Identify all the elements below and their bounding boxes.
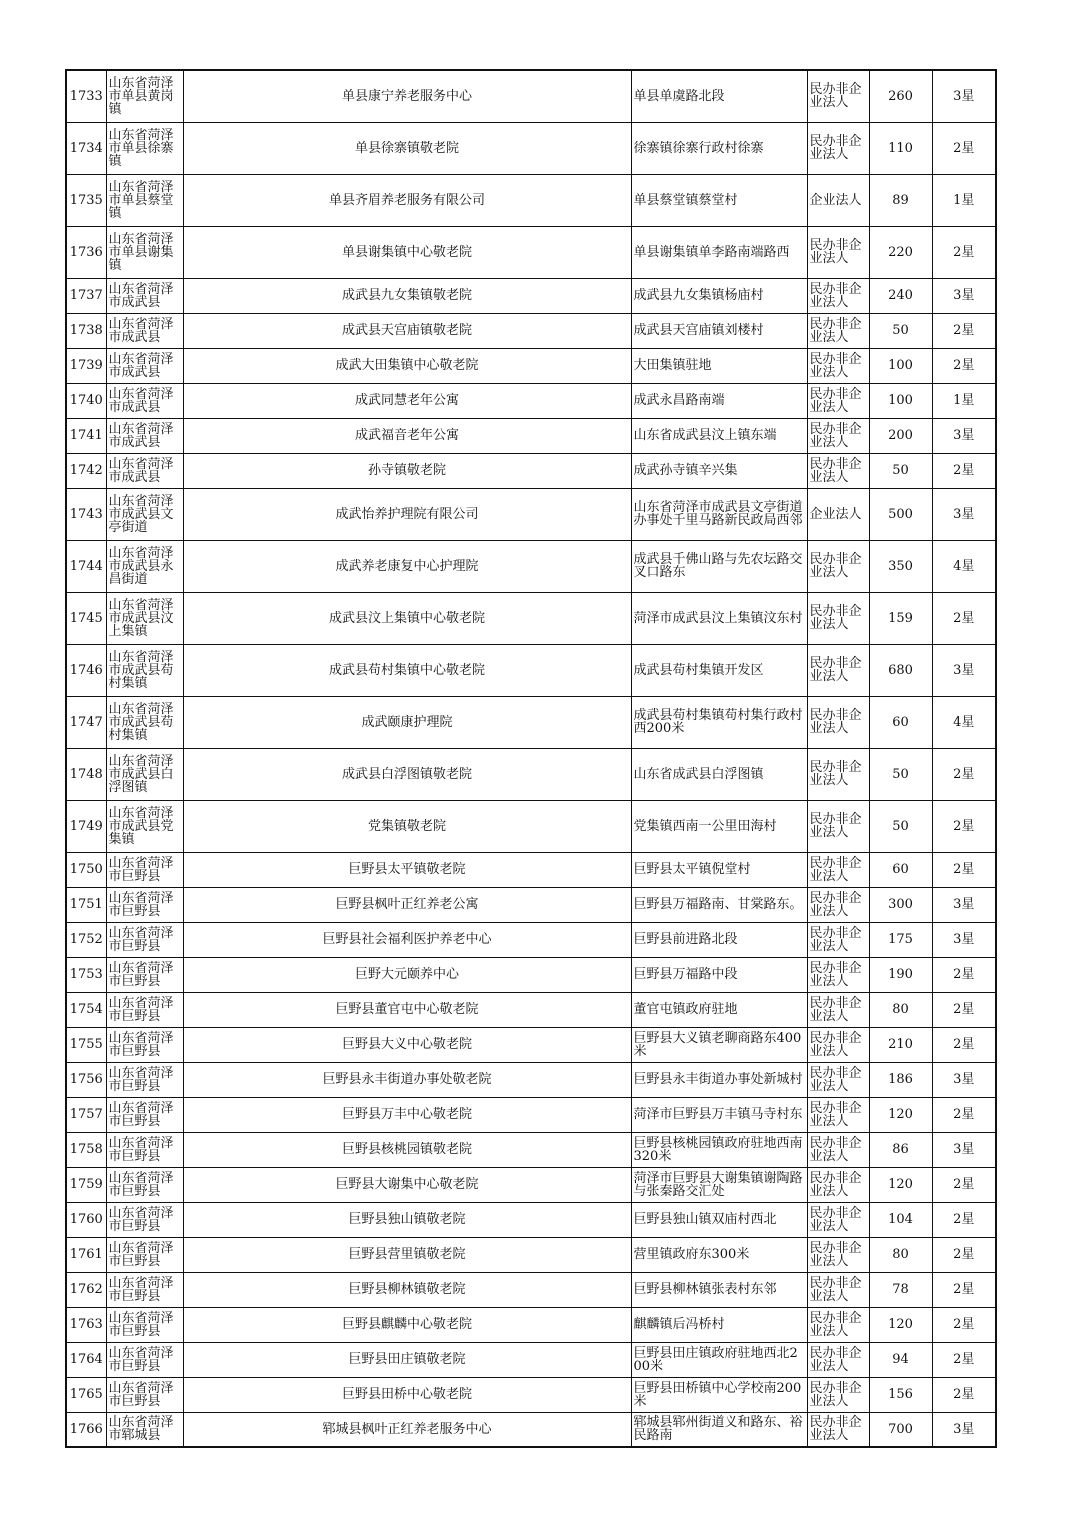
star-rating-cell: 3星 <box>932 418 996 453</box>
table-row <box>66 1062 996 1097</box>
row-number: 1743 <box>66 488 106 540</box>
region-cell: 山东省菏泽市郓城县 <box>106 1412 183 1447</box>
star-rating-cell: 2星 <box>932 122 996 174</box>
institution-name-cell: 成武县汶上集镇中心敬老院 <box>183 592 631 644</box>
star-rating-cell: 2星 <box>932 1272 996 1307</box>
table-row <box>66 1167 996 1202</box>
bed-count-cell: 60 <box>869 696 932 748</box>
institution-name-cell: 单县徐寨镇敬老院 <box>183 122 631 174</box>
legal-type-cell: 民办非企业法人 <box>807 1027 869 1062</box>
region-cell: 山东省菏泽市巨野县 <box>106 1167 183 1202</box>
star-rating-cell: 2星 <box>932 1342 996 1377</box>
row-number: 1756 <box>66 1062 106 1097</box>
row-number: 1748 <box>66 748 106 800</box>
institution-name-cell: 党集镇敬老院 <box>183 800 631 852</box>
region-cell: 山东省菏泽市单县徐寨镇 <box>106 122 183 174</box>
table-row <box>66 1377 996 1412</box>
row-number: 1752 <box>66 922 106 957</box>
region-cell: 山东省菏泽市单县蔡堂镇 <box>106 174 183 226</box>
address-cell: 山东省成武县白浮图镇 <box>631 748 807 800</box>
bed-count-cell: 94 <box>869 1342 932 1377</box>
region-cell: 山东省菏泽市成武县苟村集镇 <box>106 644 183 696</box>
star-rating-cell: 2星 <box>932 1167 996 1202</box>
row-number: 1757 <box>66 1097 106 1132</box>
bed-count-cell: 260 <box>869 70 932 122</box>
table-row <box>66 540 996 592</box>
table-row <box>66 1342 996 1377</box>
row-number: 1739 <box>66 348 106 383</box>
table-row <box>66 1097 996 1132</box>
table-row <box>66 922 996 957</box>
legal-type-cell: 民办非企业法人 <box>807 1062 869 1097</box>
bed-count-cell: 210 <box>869 1027 932 1062</box>
row-number: 1753 <box>66 957 106 992</box>
bed-count-cell: 50 <box>869 313 932 348</box>
region-cell: 山东省菏泽市巨野县 <box>106 887 183 922</box>
legal-type-cell: 民办非企业法人 <box>807 1342 869 1377</box>
bed-count-cell: 175 <box>869 922 932 957</box>
table-row <box>66 174 996 226</box>
legal-type-cell: 民办非企业法人 <box>807 540 869 592</box>
table-row <box>66 957 996 992</box>
row-number: 1733 <box>66 70 106 122</box>
region-cell: 山东省菏泽市成武县 <box>106 418 183 453</box>
region-cell: 山东省菏泽市成武县党集镇 <box>106 800 183 852</box>
address-cell: 巨野县万福路南、甘棠路东。 <box>631 887 807 922</box>
legal-type-cell: 民办非企业法人 <box>807 1237 869 1272</box>
address-cell: 成武孙寺镇辛兴集 <box>631 453 807 488</box>
row-number: 1764 <box>66 1342 106 1377</box>
address-cell: 山东省成武县汶上镇东端 <box>631 418 807 453</box>
legal-type-cell: 民办非企业法人 <box>807 313 869 348</box>
table-row <box>66 122 996 174</box>
table-row <box>66 313 996 348</box>
bed-count-cell: 86 <box>869 1132 932 1167</box>
institution-name-cell: 巨野县太平镇敬老院 <box>183 852 631 887</box>
star-rating-cell: 3星 <box>932 278 996 313</box>
table-body <box>66 70 996 1447</box>
row-number: 1762 <box>66 1272 106 1307</box>
legal-type-cell: 民办非企业法人 <box>807 852 869 887</box>
address-cell: 单县谢集镇单李路南端路西 <box>631 226 807 278</box>
star-rating-cell: 2星 <box>932 852 996 887</box>
address-cell: 巨野县太平镇倪堂村 <box>631 852 807 887</box>
institution-name-cell: 巨野县麒麟中心敬老院 <box>183 1307 631 1342</box>
region-cell: 山东省菏泽市巨野县 <box>106 1027 183 1062</box>
legal-type-cell: 企业法人 <box>807 174 869 226</box>
address-cell: 巨野县前进路北段 <box>631 922 807 957</box>
region-cell: 山东省菏泽市成武县苟村集镇 <box>106 696 183 748</box>
row-number: 1742 <box>66 453 106 488</box>
table-row <box>66 453 996 488</box>
bed-count-cell: 220 <box>869 226 932 278</box>
legal-type-cell: 民办非企业法人 <box>807 1272 869 1307</box>
address-cell: 成武县千佛山路与先农坛路交叉口路东 <box>631 540 807 592</box>
row-number: 1741 <box>66 418 106 453</box>
institution-name-cell: 成武同慧老年公寓 <box>183 383 631 418</box>
institution-table <box>65 69 997 1448</box>
institution-name-cell: 成武县苟村集镇中心敬老院 <box>183 644 631 696</box>
table-row <box>66 696 996 748</box>
row-number: 1766 <box>66 1412 106 1447</box>
bed-count-cell: 50 <box>869 748 932 800</box>
legal-type-cell: 民办非企业法人 <box>807 453 869 488</box>
table-row <box>66 1027 996 1062</box>
star-rating-cell: 3星 <box>932 70 996 122</box>
legal-type-cell: 民办非企业法人 <box>807 418 869 453</box>
row-number: 1754 <box>66 992 106 1027</box>
table-row <box>66 1132 996 1167</box>
bed-count-cell: 680 <box>869 644 932 696</box>
table-row <box>66 1412 996 1447</box>
institution-name-cell: 单县康宁养老服务中心 <box>183 70 631 122</box>
legal-type-cell: 民办非企业法人 <box>807 348 869 383</box>
table-row <box>66 992 996 1027</box>
address-cell: 麒麟镇后冯桥村 <box>631 1307 807 1342</box>
legal-type-cell: 民办非企业法人 <box>807 592 869 644</box>
table-row <box>66 644 996 696</box>
institution-name-cell: 巨野县柳林镇敬老院 <box>183 1272 631 1307</box>
institution-name-cell: 成武颐康护理院 <box>183 696 631 748</box>
address-cell: 营里镇政府东300米 <box>631 1237 807 1272</box>
institution-name-cell: 巨野县枫叶正红养老公寓 <box>183 887 631 922</box>
address-cell: 单县蔡堂镇蔡堂村 <box>631 174 807 226</box>
star-rating-cell: 2星 <box>932 992 996 1027</box>
region-cell: 山东省菏泽市成武县 <box>106 278 183 313</box>
row-number: 1749 <box>66 800 106 852</box>
address-cell: 巨野县独山镇双庙村西北 <box>631 1202 807 1237</box>
bed-count-cell: 700 <box>869 1412 932 1447</box>
region-cell: 山东省菏泽市巨野县 <box>106 1202 183 1237</box>
row-number: 1760 <box>66 1202 106 1237</box>
bed-count-cell: 156 <box>869 1377 932 1412</box>
address-cell: 徐寨镇徐寨行政村徐寨 <box>631 122 807 174</box>
institution-name-cell: 单县齐眉养老服务有限公司 <box>183 174 631 226</box>
table-row <box>66 418 996 453</box>
table-row <box>66 1237 996 1272</box>
region-cell: 山东省菏泽市巨野县 <box>106 1307 183 1342</box>
table-row <box>66 592 996 644</box>
institution-name-cell: 巨野县永丰街道办事处敬老院 <box>183 1062 631 1097</box>
address-cell: 巨野县大义镇老聊商路东400米 <box>631 1027 807 1062</box>
row-number: 1758 <box>66 1132 106 1167</box>
legal-type-cell: 民办非企业法人 <box>807 122 869 174</box>
address-cell: 成武县苟村集镇苟村集行政村西200米 <box>631 696 807 748</box>
star-rating-cell: 2星 <box>932 957 996 992</box>
address-cell: 巨野县核桃园镇政府驻地西南320米 <box>631 1132 807 1167</box>
address-cell: 菏泽市巨野县大谢集镇谢陶路与张秦路交汇处 <box>631 1167 807 1202</box>
region-cell: 山东省菏泽市巨野县 <box>106 1097 183 1132</box>
address-cell: 成武永昌路南端 <box>631 383 807 418</box>
institution-name-cell: 成武福音老年公寓 <box>183 418 631 453</box>
address-cell: 董官屯镇政府驻地 <box>631 992 807 1027</box>
star-rating-cell: 3星 <box>932 1132 996 1167</box>
institution-name-cell: 巨野县大谢集中心敬老院 <box>183 1167 631 1202</box>
region-cell: 山东省菏泽市成武县 <box>106 348 183 383</box>
institution-name-cell: 巨野县独山镇敬老院 <box>183 1202 631 1237</box>
star-rating-cell: 3星 <box>932 644 996 696</box>
legal-type-cell: 民办非企业法人 <box>807 70 869 122</box>
row-number: 1735 <box>66 174 106 226</box>
row-number: 1736 <box>66 226 106 278</box>
row-number: 1761 <box>66 1237 106 1272</box>
institution-name-cell: 成武县九女集镇敬老院 <box>183 278 631 313</box>
legal-type-cell: 民办非企业法人 <box>807 383 869 418</box>
institution-name-cell: 巨野县田庄镇敬老院 <box>183 1342 631 1377</box>
bed-count-cell: 50 <box>869 800 932 852</box>
bed-count-cell: 190 <box>869 957 932 992</box>
legal-type-cell: 民办非企业法人 <box>807 278 869 313</box>
bed-count-cell: 80 <box>869 992 932 1027</box>
star-rating-cell: 1星 <box>932 383 996 418</box>
institution-name-cell: 巨野县万丰中心敬老院 <box>183 1097 631 1132</box>
address-cell: 菏泽市成武县汶上集镇汶东村 <box>631 592 807 644</box>
bed-count-cell: 50 <box>869 453 932 488</box>
bed-count-cell: 300 <box>869 887 932 922</box>
institution-name-cell: 成武县白浮图镇敬老院 <box>183 748 631 800</box>
address-cell: 山东省菏泽市成武县文亭街道办事处千里马路新民政局西邻 <box>631 488 807 540</box>
table-row <box>66 383 996 418</box>
table-row <box>66 226 996 278</box>
bed-count-cell: 159 <box>869 592 932 644</box>
legal-type-cell: 民办非企业法人 <box>807 1097 869 1132</box>
bed-count-cell: 89 <box>869 174 932 226</box>
star-rating-cell: 2星 <box>932 1202 996 1237</box>
bed-count-cell: 240 <box>869 278 932 313</box>
legal-type-cell: 民办非企业法人 <box>807 644 869 696</box>
legal-type-cell: 民办非企业法人 <box>807 922 869 957</box>
star-rating-cell: 1星 <box>932 174 996 226</box>
region-cell: 山东省菏泽市巨野县 <box>106 1377 183 1412</box>
address-cell: 成武县天宫庙镇刘楼村 <box>631 313 807 348</box>
region-cell: 山东省菏泽市巨野县 <box>106 1062 183 1097</box>
bed-count-cell: 350 <box>869 540 932 592</box>
star-rating-cell: 2星 <box>932 800 996 852</box>
star-rating-cell: 4星 <box>932 540 996 592</box>
region-cell: 山东省菏泽市巨野县 <box>106 1132 183 1167</box>
legal-type-cell: 民办非企业法人 <box>807 696 869 748</box>
star-rating-cell: 2星 <box>932 313 996 348</box>
table-row <box>66 800 996 852</box>
row-number: 1738 <box>66 313 106 348</box>
table-row <box>66 1202 996 1237</box>
star-rating-cell: 3星 <box>932 488 996 540</box>
region-cell: 山东省菏泽市巨野县 <box>106 1237 183 1272</box>
star-rating-cell: 3星 <box>932 922 996 957</box>
bed-count-cell: 120 <box>869 1307 932 1342</box>
row-number: 1746 <box>66 644 106 696</box>
row-number: 1759 <box>66 1167 106 1202</box>
institution-name-cell: 成武县天宫庙镇敬老院 <box>183 313 631 348</box>
row-number: 1747 <box>66 696 106 748</box>
region-cell: 山东省菏泽市成武县汶上集镇 <box>106 592 183 644</box>
star-rating-cell: 2星 <box>932 748 996 800</box>
region-cell: 山东省菏泽市巨野县 <box>106 1342 183 1377</box>
row-number: 1751 <box>66 887 106 922</box>
star-rating-cell: 2星 <box>932 1027 996 1062</box>
institution-name-cell: 巨野县田桥中心敬老院 <box>183 1377 631 1412</box>
bed-count-cell: 100 <box>869 348 932 383</box>
legal-type-cell: 民办非企业法人 <box>807 1167 869 1202</box>
star-rating-cell: 2星 <box>932 1237 996 1272</box>
star-rating-cell: 4星 <box>932 696 996 748</box>
row-number: 1750 <box>66 852 106 887</box>
star-rating-cell: 2星 <box>932 348 996 383</box>
region-cell: 山东省菏泽市成武县文亭街道 <box>106 488 183 540</box>
institution-name-cell: 巨野县大义中心敬老院 <box>183 1027 631 1062</box>
table-row <box>66 348 996 383</box>
institution-name-cell: 成武大田集镇中心敬老院 <box>183 348 631 383</box>
legal-type-cell: 民办非企业法人 <box>807 800 869 852</box>
region-cell: 山东省菏泽市成武县 <box>106 313 183 348</box>
address-cell: 党集镇西南一公里田海村 <box>631 800 807 852</box>
address-cell: 巨野县柳林镇张表村东邻 <box>631 1272 807 1307</box>
star-rating-cell: 2星 <box>932 453 996 488</box>
bed-count-cell: 120 <box>869 1167 932 1202</box>
table-row <box>66 70 996 122</box>
address-cell: 巨野县永丰街道办事处新城村 <box>631 1062 807 1097</box>
bed-count-cell: 500 <box>869 488 932 540</box>
bed-count-cell: 60 <box>869 852 932 887</box>
bed-count-cell: 80 <box>869 1237 932 1272</box>
institution-name-cell: 成武怡养护理院有限公司 <box>183 488 631 540</box>
address-cell: 成武县苟村集镇开发区 <box>631 644 807 696</box>
institution-name-cell: 成武养老康复中心护理院 <box>183 540 631 592</box>
star-rating-cell: 3星 <box>932 1412 996 1447</box>
institution-name-cell: 单县谢集镇中心敬老院 <box>183 226 631 278</box>
star-rating-cell: 3星 <box>932 887 996 922</box>
legal-type-cell: 民办非企业法人 <box>807 1412 869 1447</box>
row-number: 1737 <box>66 278 106 313</box>
row-number: 1734 <box>66 122 106 174</box>
institution-name-cell: 巨野大元颐养中心 <box>183 957 631 992</box>
region-cell: 山东省菏泽市成武县永昌街道 <box>106 540 183 592</box>
row-number: 1740 <box>66 383 106 418</box>
address-cell: 大田集镇驻地 <box>631 348 807 383</box>
bed-count-cell: 120 <box>869 1097 932 1132</box>
star-rating-cell: 2星 <box>932 592 996 644</box>
address-cell: 巨野县田庄镇政府驻地西北200米 <box>631 1342 807 1377</box>
region-cell: 山东省菏泽市单县黄岗镇 <box>106 70 183 122</box>
row-number: 1745 <box>66 592 106 644</box>
star-rating-cell: 2星 <box>932 1307 996 1342</box>
bed-count-cell: 78 <box>869 1272 932 1307</box>
legal-type-cell: 民办非企业法人 <box>807 957 869 992</box>
address-cell: 郓城县郓州街道义和路东、裕民路南 <box>631 1412 807 1447</box>
legal-type-cell: 民办非企业法人 <box>807 992 869 1027</box>
address-cell: 单县单虞路北段 <box>631 70 807 122</box>
address-cell: 巨野县万福路中段 <box>631 957 807 992</box>
institution-name-cell: 巨野县社会福利医护养老中心 <box>183 922 631 957</box>
address-cell: 菏泽市巨野县万丰镇马寺村东 <box>631 1097 807 1132</box>
region-cell: 山东省菏泽市巨野县 <box>106 852 183 887</box>
row-number: 1763 <box>66 1307 106 1342</box>
legal-type-cell: 民办非企业法人 <box>807 887 869 922</box>
star-rating-cell: 2星 <box>932 1377 996 1412</box>
bed-count-cell: 186 <box>869 1062 932 1097</box>
table-row <box>66 1307 996 1342</box>
bed-count-cell: 104 <box>869 1202 932 1237</box>
legal-type-cell: 民办非企业法人 <box>807 1202 869 1237</box>
region-cell: 山东省菏泽市成武县 <box>106 453 183 488</box>
bed-count-cell: 110 <box>869 122 932 174</box>
institution-name-cell: 郓城县枫叶正红养老服务中心 <box>183 1412 631 1447</box>
region-cell: 山东省菏泽市单县谢集镇 <box>106 226 183 278</box>
legal-type-cell: 民办非企业法人 <box>807 1132 869 1167</box>
table-row <box>66 852 996 887</box>
institution-name-cell: 巨野县董官屯中心敬老院 <box>183 992 631 1027</box>
region-cell: 山东省菏泽市巨野县 <box>106 957 183 992</box>
region-cell: 山东省菏泽市巨野县 <box>106 1272 183 1307</box>
institution-name-cell: 巨野县核桃园镇敬老院 <box>183 1132 631 1167</box>
table-row <box>66 887 996 922</box>
address-cell: 巨野县田桥镇中心学校南200米 <box>631 1377 807 1412</box>
institution-name-cell: 孙寺镇敬老院 <box>183 453 631 488</box>
bed-count-cell: 200 <box>869 418 932 453</box>
legal-type-cell: 民办非企业法人 <box>807 1307 869 1342</box>
table-row <box>66 1272 996 1307</box>
star-rating-cell: 3星 <box>932 1062 996 1097</box>
region-cell: 山东省菏泽市巨野县 <box>106 992 183 1027</box>
institution-name-cell: 巨野县营里镇敬老院 <box>183 1237 631 1272</box>
row-number: 1755 <box>66 1027 106 1062</box>
region-cell: 山东省菏泽市成武县白浮图镇 <box>106 748 183 800</box>
row-number: 1765 <box>66 1377 106 1412</box>
table-row <box>66 488 996 540</box>
star-rating-cell: 2星 <box>932 1097 996 1132</box>
table-row <box>66 278 996 313</box>
legal-type-cell: 民办非企业法人 <box>807 226 869 278</box>
region-cell: 山东省菏泽市巨野县 <box>106 922 183 957</box>
row-number: 1744 <box>66 540 106 592</box>
bed-count-cell: 100 <box>869 383 932 418</box>
legal-type-cell: 民办非企业法人 <box>807 748 869 800</box>
legal-type-cell: 企业法人 <box>807 488 869 540</box>
address-cell: 成武县九女集镇杨庙村 <box>631 278 807 313</box>
legal-type-cell: 民办非企业法人 <box>807 1377 869 1412</box>
star-rating-cell: 2星 <box>932 226 996 278</box>
region-cell: 山东省菏泽市成武县 <box>106 383 183 418</box>
table-row <box>66 748 996 800</box>
